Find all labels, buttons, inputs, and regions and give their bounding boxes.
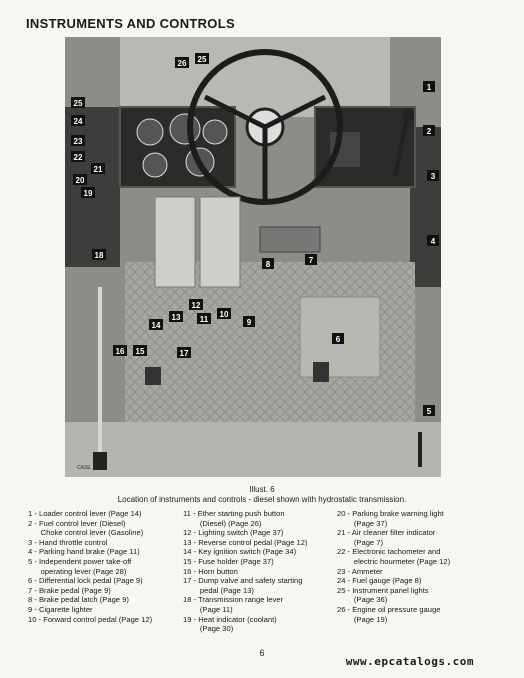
legend-item: Choke control lever (Gasoline) [28, 528, 144, 538]
legend-item: 1 - Loader control lever (Page 14) [28, 509, 142, 518]
illustration-subtitle: Location of instruments and controls - diesel shown with hydrostatic transmission. [117, 495, 407, 504]
legend-item: 13 - Reverse control pedal (Page 12) [183, 537, 308, 547]
legend-item: (Page 30) [183, 624, 234, 634]
legend-column-2 [183, 509, 343, 634]
callout-12-label: 12 [191, 301, 201, 310]
legend-item: 22 - Electronic tachometer and [337, 547, 441, 557]
page-heading: INSTRUMENTS AND CONTROLS [26, 16, 235, 31]
photo-plate-text: CASE [77, 465, 91, 471]
callout-13-label: 13 [171, 313, 181, 322]
callout-6-label: 6 [335, 335, 341, 344]
legend-item: electric hourmeter (Page 12) [337, 556, 451, 566]
legend-item: 5 - Independent power take-off [28, 556, 132, 566]
callout-25-left-label: 25 [73, 99, 83, 108]
controls-photo [65, 37, 441, 477]
legend-item: (Page 11) [183, 604, 233, 614]
legend-item: (Page 37) [337, 518, 388, 528]
legend-item: 11 - Ether starting push button [183, 509, 285, 518]
callout-26-label: 26 [177, 59, 187, 68]
site-watermark[interactable]: www.epcatalogs.com [345, 655, 474, 668]
legend-item: 8 - Brake pedal latch (Page 9) [28, 595, 129, 605]
callout-5-label: 5 [426, 407, 432, 416]
legend-item: (Diesel) (Page 26) [183, 518, 262, 528]
callout-17-label: 17 [179, 349, 189, 358]
legend-item: 18 - Transmission range lever [183, 595, 284, 605]
legend-item: (Page 19) [337, 614, 388, 624]
callout-18-label: 18 [94, 251, 104, 260]
legend-item: (Page 7) [337, 537, 384, 547]
legend-item: 2 - Fuel control lever (Diesel) [28, 518, 126, 528]
callout-10-label: 10 [219, 310, 229, 319]
callout-14-label: 14 [151, 321, 161, 330]
legend-item: 25 - Instrument panel lights [337, 585, 429, 595]
legend-item: 26 - Engine oil pressure gauge [337, 604, 441, 614]
legend-item: 7 - Brake pedal (Page 9) [28, 585, 111, 595]
legend-item: 10 - Forward control pedal (Page 12) [28, 614, 153, 624]
callout-21-label: 21 [93, 165, 103, 174]
legend-item: 4 - Parking hand brake (Page 11) [28, 547, 140, 557]
legend-column-3 [337, 509, 517, 624]
callout-3-label: 3 [430, 172, 436, 181]
callout-19-label: 19 [83, 189, 93, 198]
callout-16-label: 16 [115, 347, 125, 356]
callout-20-label: 20 [75, 176, 85, 185]
callout-8-label: 8 [265, 260, 271, 269]
illustration-title: Illust. 6 [249, 485, 275, 494]
legend-item: 12 - Lighting switch (Page 37) [183, 528, 284, 538]
legend-item: 24 - Fuel gauge (Page 8) [337, 576, 422, 586]
legend-item: 20 - Parking brake warning light [337, 509, 444, 518]
callout-24-label: 24 [73, 117, 83, 126]
legend-item: 19 - Heat indicator (coolant) [183, 614, 277, 624]
legend-item: 15 - Fuse holder (Page 37) [183, 556, 274, 566]
legend-item: (Page 36) [337, 595, 388, 605]
callout-9-label: 9 [246, 318, 252, 327]
controls-photo-svg [65, 37, 441, 477]
legend-item: 17 - Dump valve and safety starting [183, 576, 303, 586]
callout-22-label: 22 [73, 153, 83, 162]
page-number: 6 [259, 648, 265, 658]
callout-25-top-label: 25 [197, 55, 207, 64]
callout-11-label: 11 [199, 315, 209, 324]
legend-item: pedal (Page 13) [183, 585, 254, 595]
legend-item: 9 - Cigarette lighter [28, 604, 93, 614]
legend-item: 6 - Differential lock pedal (Page 9) [28, 576, 143, 586]
callout-1-label: 1 [426, 83, 432, 92]
legend-item: 23 - Ammeter [337, 566, 383, 576]
callout-15-label: 15 [135, 347, 145, 356]
legend-item: 3 - Hand throttle control [28, 537, 108, 547]
legend-item: 21 - Air cleaner filter indicator [337, 528, 436, 538]
legend-item: operating lever (Page 28) [28, 566, 127, 576]
callout-23-label: 23 [73, 137, 83, 146]
legend-item: 16 - Horn button [183, 566, 238, 576]
callout-4-label: 4 [430, 237, 436, 246]
callout-7-label: 7 [308, 256, 314, 265]
legend-item: 14 - Key ignition switch (Page 34) [183, 547, 297, 557]
callout-2-label: 2 [426, 127, 432, 136]
legend-column-1 [28, 509, 188, 624]
